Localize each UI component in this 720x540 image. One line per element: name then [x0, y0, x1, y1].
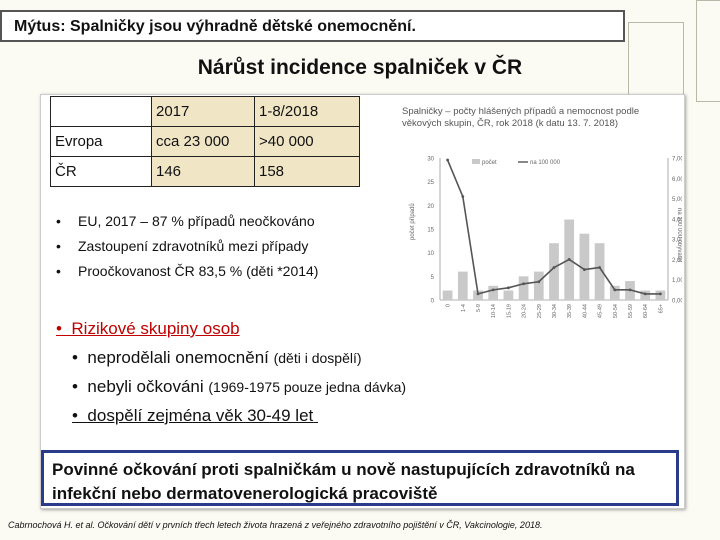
- x-tick-label: 5-9: [476, 304, 482, 312]
- y-tick-label: 5: [430, 274, 434, 281]
- line-point: [583, 268, 586, 271]
- x-tick-label: 30-34: [552, 304, 558, 319]
- line-point: [537, 280, 540, 283]
- y-tick-label: 30: [427, 156, 434, 163]
- x-tick-label: 45-49: [597, 304, 604, 319]
- y-tick-label: 20: [427, 203, 434, 210]
- bar: [504, 291, 514, 300]
- y-tick-label: 15: [427, 227, 434, 234]
- x-tick-label: 40-44: [582, 304, 589, 319]
- table-cell: 2017: [152, 97, 255, 127]
- y-axis-label: počet případů: [410, 203, 416, 240]
- decor-frame-right: [696, 0, 720, 102]
- table-cell: 146: [152, 157, 255, 187]
- risk-item: • dospělí zejména věk 30-49 let: [72, 406, 314, 425]
- table-cell: 158: [255, 157, 360, 187]
- line-point: [492, 288, 495, 291]
- bar: [534, 272, 544, 300]
- y2-tick-label: 3,0: [672, 237, 681, 244]
- bullet-icon: •: [56, 263, 61, 279]
- y2-axis-label: na 100 000 obyvatel: [676, 208, 682, 263]
- line-point: [477, 293, 480, 296]
- line-point: [522, 282, 525, 285]
- bar: [458, 272, 468, 300]
- table-cell: Evropa: [51, 127, 152, 157]
- y2-tick-label: 6,0: [672, 176, 681, 183]
- table-cell: [51, 97, 152, 127]
- line-point: [568, 258, 571, 261]
- x-tick-label: 10-14: [491, 304, 498, 319]
- x-tick-label: 1-4: [460, 304, 467, 312]
- line-point: [629, 288, 632, 291]
- risk-groups-title: • Rizikové skupiny osob: [56, 319, 240, 338]
- bullet-icon: •: [56, 238, 61, 254]
- bar: [519, 276, 529, 300]
- bullet-icon: •: [56, 213, 61, 229]
- table-row: [51, 127, 360, 157]
- line-point: [461, 195, 464, 198]
- chart-svg: [398, 100, 682, 322]
- table-cell: >40 000: [255, 127, 360, 157]
- line-point: [553, 266, 556, 269]
- chart-title: věkových skupin, ČR, rok 2018 (k datu 13. 7. 2018): [402, 118, 618, 129]
- y2-tick-label: 5,0: [672, 197, 681, 204]
- bar: [610, 286, 620, 300]
- line-point: [598, 266, 601, 269]
- y-tick-label: 0: [430, 298, 434, 305]
- y2-tick-label: 7,0: [672, 156, 681, 163]
- x-tick-label: 15-19: [506, 304, 513, 319]
- line-point: [507, 286, 510, 289]
- y2-tick-label: 1,0: [672, 278, 681, 285]
- mandatory-vaccination-note: Povinné očkování proti spalničkám u nově nastupujících zdravotníků na infekční nebo dermatovenerologická pracoviště: [41, 450, 679, 506]
- bar: [488, 286, 498, 300]
- line-point: [613, 288, 616, 291]
- y-tick-label: 10: [427, 251, 434, 258]
- incidence-table: [50, 96, 360, 187]
- y-tick-label: 25: [427, 180, 434, 187]
- x-tick-label: 0: [445, 304, 452, 308]
- citation-footer: Cabrnochová H. et al. Očkování dětí v prvních třech letech života hrazená z veřejného zdravotního pojištění v ČR, Vakcinologie, 2018.: [8, 520, 543, 530]
- title-box: [0, 10, 625, 42]
- y2-tick-label: 2,0: [672, 257, 681, 264]
- table-cell: cca 23 000: [152, 127, 255, 157]
- x-tick-label: 50-54: [612, 304, 619, 319]
- chart-title: Spalničky – počty hlášených případů a nemocnost podle: [402, 106, 640, 117]
- table-cell: 1-8/2018: [255, 97, 360, 127]
- table-row: [51, 157, 360, 187]
- legend-label: na 100 000: [530, 160, 561, 166]
- legend-swatch-bars: [472, 159, 480, 164]
- x-tick-label: 60-64: [643, 304, 650, 319]
- line-point: [659, 293, 662, 296]
- x-tick-label: 35-39: [567, 304, 574, 319]
- y2-tick-label: 4,0: [672, 217, 681, 224]
- slide-title: Mýtus: Spalničky jsou výhradně dětské onemocnění.: [14, 18, 416, 35]
- age-group-chart: [398, 100, 682, 322]
- x-tick-label: 55-59: [628, 304, 634, 319]
- line-point: [644, 293, 647, 296]
- main-heading: Nárůst incidence spalniček v ČR: [197, 56, 523, 79]
- x-tick-label: 25-29: [536, 304, 543, 319]
- bar: [443, 291, 453, 300]
- risk-item: • nebyli očkováni (1969-1975 pouze jedna dávka): [72, 377, 407, 396]
- x-tick-label: 65+: [658, 304, 665, 314]
- legend-label: počet: [482, 160, 497, 166]
- x-tick-label: 20-24: [521, 304, 528, 319]
- y2-tick-label: 0,0: [672, 298, 681, 305]
- risk-item: • neprodělali onemocnění (děti i dospělí): [72, 348, 362, 367]
- table-row: [51, 97, 360, 127]
- table-cell: ČR: [51, 157, 152, 187]
- line-point: [446, 159, 449, 162]
